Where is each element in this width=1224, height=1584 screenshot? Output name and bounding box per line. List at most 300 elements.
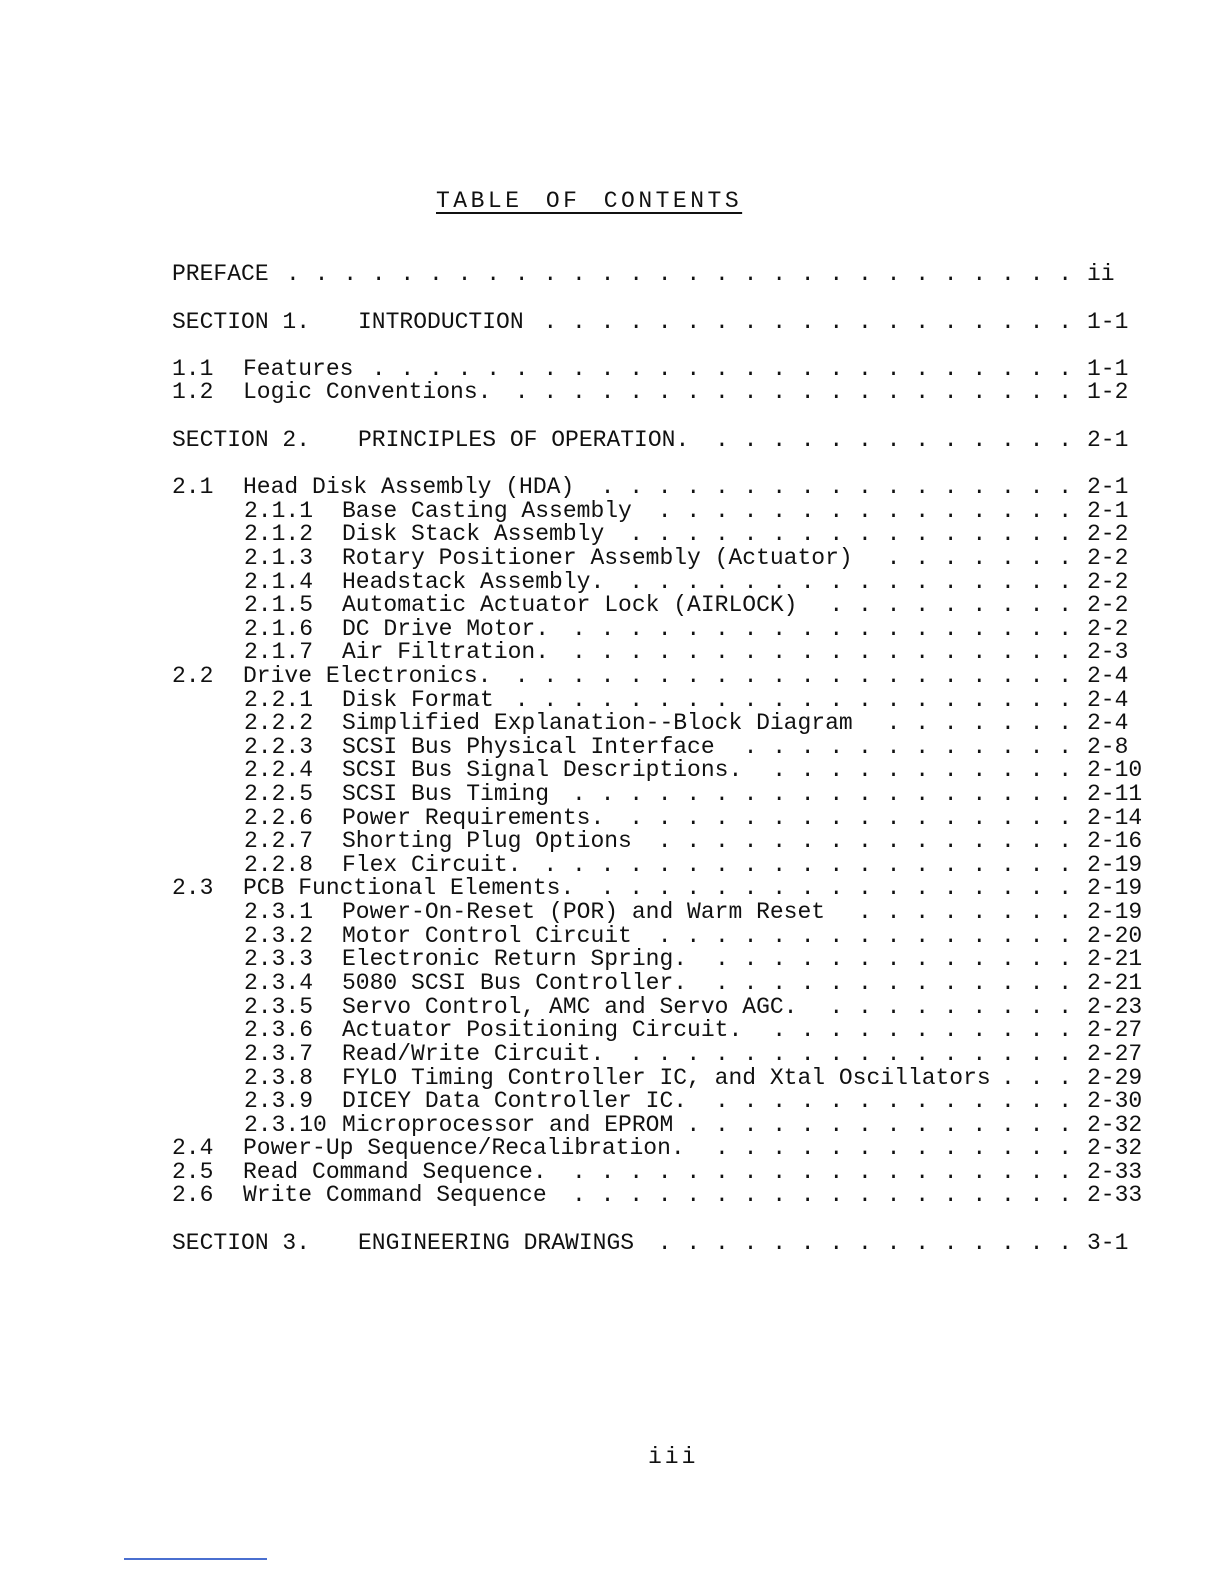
leader-dot: .: [829, 757, 844, 783]
leader-dot: .: [800, 663, 815, 689]
leader-dot: .: [1029, 805, 1044, 831]
leader-dot: .: [915, 1135, 929, 1161]
leader-dot: .: [772, 569, 786, 595]
leader-dot: .: [1029, 1065, 1044, 1091]
toc-entry-page: 2-11: [1087, 781, 1143, 807]
leader-dot: .: [800, 427, 815, 453]
toc-entry-title: SCSI Bus Physical Interface: [342, 734, 715, 760]
leader-dot: .: [1029, 309, 1044, 335]
leader-dot: .: [829, 639, 844, 665]
toc-entry-number: 2.2: [172, 663, 214, 689]
toc-entry: [0, 995, 1224, 1019]
leader-dot: .: [686, 521, 701, 547]
leader-dot: .: [915, 474, 929, 500]
leader-dot: .: [943, 521, 958, 547]
leader-dot: .: [858, 1088, 872, 1114]
leader-dot: .: [972, 356, 987, 382]
leader-dot: .: [800, 946, 815, 972]
leader-dot: .: [800, 687, 815, 713]
leader-dot: .: [858, 781, 872, 807]
leader-dot: .: [686, 663, 701, 689]
toc-entry-title: DICEY Data Controller IC.: [342, 1088, 688, 1114]
toc-entry-page: 2-2: [1087, 521, 1129, 547]
leader-dot: .: [1029, 687, 1044, 713]
leader-dot: .: [829, 805, 844, 831]
toc-entry-title: SCSI Bus Signal Descriptions.: [342, 757, 743, 783]
leader-dot: .: [1000, 592, 1015, 618]
leader-dot: .: [943, 1182, 958, 1208]
leader-dot: .: [686, 356, 701, 382]
leader-dot: .: [772, 379, 786, 405]
leader-dot: .: [686, 828, 701, 854]
leader-dot: .: [943, 781, 958, 807]
leader-dot: .: [1029, 1182, 1044, 1208]
toc-entry-number: 2.1.7: [244, 639, 314, 665]
leader-dot: .: [943, 757, 958, 783]
toc-entry-title: Simplified Explanation--Block Diagram: [342, 710, 853, 736]
leader-dot: .: [600, 309, 615, 335]
leader-dot: .: [1058, 379, 1072, 405]
leader-dot: .: [743, 261, 758, 287]
leader-dot: .: [1058, 1159, 1072, 1185]
leader-dot: .: [972, 474, 987, 500]
leader-dot: .: [943, 592, 958, 618]
leader-dot: .: [972, 521, 987, 547]
leader-dot: .: [772, 1112, 786, 1138]
leader-dot: .: [886, 781, 901, 807]
leader-dot: .: [1029, 1159, 1044, 1185]
leader-dot: .: [1058, 710, 1072, 736]
leader-dot: .: [686, 498, 701, 524]
leader-dot: .: [943, 474, 958, 500]
leader-dot: .: [629, 781, 643, 807]
leader-dot: .: [1029, 970, 1044, 996]
leader-dot: .: [972, 781, 987, 807]
leader-dot: .: [486, 356, 500, 382]
leader-dot: .: [972, 805, 987, 831]
leader-dot: .: [943, 1230, 958, 1256]
leader-dot: .: [657, 1182, 672, 1208]
leader-dot: .: [1029, 1041, 1044, 1067]
leader-dot: .: [686, 805, 701, 831]
leader-dot: .: [629, 1182, 643, 1208]
toc-entry-page: 2-21: [1087, 946, 1143, 972]
leader-dot: .: [972, 569, 987, 595]
leader-dot: .: [657, 569, 672, 595]
leader-dot: .: [972, 379, 987, 405]
leader-dot: .: [829, 498, 844, 524]
leader-dot: .: [571, 852, 586, 878]
leader-dot: .: [800, 970, 815, 996]
leader-dot: .: [857, 569, 872, 595]
toc-entry-number: 2.1.1: [244, 498, 314, 524]
leader-dot: .: [972, 1135, 987, 1161]
leader-dot: .: [857, 1112, 872, 1138]
leader-dot: .: [743, 474, 758, 500]
leader-dot: .: [1000, 521, 1015, 547]
leader-dot: .: [857, 1017, 872, 1043]
leader-dot: .: [915, 498, 929, 524]
toc-entry-page: 2-29: [1087, 1065, 1143, 1091]
leader-dot: .: [800, 805, 815, 831]
leader-dot: .: [943, 261, 958, 287]
leader-dot: .: [629, 616, 643, 642]
leader-dot: .: [943, 852, 958, 878]
leader-dot: .: [600, 616, 615, 642]
leader-dot: .: [743, 356, 758, 382]
toc-entry-title: Read/Write Circuit.: [342, 1041, 605, 1067]
leader-dot: .: [915, 710, 929, 736]
leader-dot: .: [1058, 1135, 1072, 1161]
leader-dot: .: [915, 1017, 929, 1043]
leader-dot: .: [686, 781, 701, 807]
leader-dot: .: [972, 545, 987, 571]
leader-dot: .: [1029, 569, 1044, 595]
leader-dot: .: [429, 261, 443, 287]
leader-dot: .: [886, 1182, 901, 1208]
leader-dot: .: [829, 569, 844, 595]
leader-dot: .: [743, 875, 758, 901]
leader-dot: .: [800, 498, 815, 524]
leader-dot: .: [543, 687, 558, 713]
leader-dot: .: [371, 261, 386, 287]
leader-dot: .: [1058, 781, 1072, 807]
toc-entry-title: Write Command Sequence: [243, 1182, 547, 1208]
leader-dot: .: [600, 781, 615, 807]
leader-dot: .: [972, 639, 987, 665]
leader-dot: .: [457, 356, 472, 382]
leader-dot: .: [943, 616, 958, 642]
leader-dot: .: [400, 261, 415, 287]
leader-dot: .: [629, 852, 643, 878]
leader-dot: .: [714, 828, 729, 854]
toc-entry-page: 2-27: [1087, 1041, 1143, 1067]
leader-dot: .: [772, 828, 786, 854]
toc-entry-number: 2.2.3: [244, 734, 314, 760]
leader-dot: .: [657, 309, 672, 335]
leader-dot: .: [800, 379, 815, 405]
leader-dot: .: [858, 261, 872, 287]
toc-entry-number: 1.1: [172, 356, 214, 382]
leader-dot: .: [886, 498, 901, 524]
leader-dot: .: [915, 781, 929, 807]
leader-dot: .: [1001, 1182, 1015, 1208]
leader-dot: .: [1058, 427, 1072, 453]
leader-dot: .: [600, 1182, 615, 1208]
leader-dot: .: [772, 875, 786, 901]
leader-dot: .: [743, 379, 758, 405]
leader-dot: .: [743, 1135, 758, 1161]
leader-dot: .: [686, 309, 701, 335]
toc-entry-number: 2.1: [172, 474, 214, 500]
leader-dot: .: [829, 592, 844, 618]
leader-dot: .: [1058, 1088, 1072, 1114]
leader-dot: .: [715, 427, 729, 453]
toc-entry: [0, 428, 1224, 452]
leader-dot: .: [972, 899, 987, 925]
toc-entry-title: Power-Up Sequence/Recalibration.: [243, 1135, 685, 1161]
leader-dot: .: [572, 1159, 586, 1185]
leader-dot: .: [886, 1159, 901, 1185]
leader-dot: .: [972, 1112, 987, 1138]
leader-dot: .: [514, 687, 529, 713]
toc-entry: [0, 475, 1224, 499]
toc-entry-page: 1-1: [1087, 309, 1129, 335]
leader-dot: .: [915, 1088, 929, 1114]
leader-dot: .: [686, 875, 701, 901]
leader-dot: .: [1000, 545, 1015, 571]
leader-dot: .: [972, 1017, 987, 1043]
leader-dot: .: [915, 923, 929, 949]
leader-dot: .: [972, 427, 987, 453]
toc-entry-page: 2-14: [1087, 805, 1143, 831]
leader-dot: .: [1029, 875, 1044, 901]
leader-dot: .: [1058, 852, 1072, 878]
leader-dot: .: [1029, 1088, 1044, 1114]
toc-entry-title: PRINCIPLES OF OPERATION.: [358, 427, 690, 453]
leader-dot: .: [943, 1112, 958, 1138]
leader-dot: .: [772, 261, 786, 287]
leader-dot: .: [943, 828, 958, 854]
toc-entry-number: 2.3.7: [244, 1041, 314, 1067]
leader-dot: .: [715, 616, 729, 642]
leader-dot: .: [857, 852, 872, 878]
leader-dot: .: [743, 639, 758, 665]
leader-dot: .: [714, 569, 729, 595]
leader-dot: .: [657, 379, 672, 405]
leader-dot: .: [600, 663, 615, 689]
leader-dot: .: [743, 852, 758, 878]
leader-dot: .: [972, 1088, 987, 1114]
leader-dot: .: [972, 592, 987, 618]
leader-dot: .: [1001, 1088, 1015, 1114]
leader-dot: .: [829, 1182, 844, 1208]
leader-dot: .: [629, 569, 643, 595]
leader-dot: .: [600, 1159, 615, 1185]
leader-dot: .: [743, 1112, 758, 1138]
leader-dot: .: [943, 923, 958, 949]
leader-dot: .: [772, 852, 786, 878]
leader-dot: .: [1001, 1065, 1015, 1091]
leader-dot: .: [858, 616, 872, 642]
leader-dot: .: [1058, 757, 1072, 783]
leader-dot: .: [657, 639, 672, 665]
leader-dot: .: [714, 1112, 729, 1138]
leader-dot: .: [886, 1230, 901, 1256]
leader-dot: .: [1029, 474, 1044, 500]
leader-dot: .: [915, 734, 929, 760]
leader-dot: .: [829, 1135, 844, 1161]
leader-dot: .: [1000, 379, 1015, 405]
toc-entry: [0, 310, 1224, 334]
leader-dot: .: [1001, 261, 1015, 287]
leader-dot: .: [1000, 994, 1015, 1020]
leader-dot: .: [1058, 356, 1072, 382]
leader-dot: .: [886, 427, 901, 453]
toc-entry-page: 2-2: [1087, 616, 1129, 642]
leader-dot: .: [1000, 569, 1015, 595]
toc-entry-number: 2.3.3: [244, 946, 314, 972]
leader-dot: .: [886, 805, 901, 831]
leader-dot: .: [1001, 1135, 1015, 1161]
toc-entry: [0, 829, 1224, 853]
toc-entry-page: 2-4: [1087, 663, 1129, 689]
toc-entry-title: Air Filtration.: [342, 639, 550, 665]
toc-entry-title: Rotary Positioner Assembly (Actuator): [342, 545, 853, 571]
leader-dot: .: [1029, 616, 1044, 642]
toc-entry-number: 2.3.8: [244, 1065, 314, 1091]
toc-entry: [0, 546, 1224, 570]
leader-dot: .: [714, 498, 729, 524]
leader-dot: .: [772, 970, 786, 996]
leader-dot: .: [857, 687, 872, 713]
leader-dot: .: [714, 309, 729, 335]
leader-dot: .: [772, 1017, 786, 1043]
leader-dot: .: [486, 261, 500, 287]
leader-dot: .: [858, 946, 872, 972]
toc-entry-page: 2-19: [1087, 852, 1143, 878]
leader-dot: .: [514, 663, 529, 689]
leader-dot: .: [829, 1159, 844, 1185]
leader-dot: .: [800, 474, 815, 500]
leader-dot: .: [915, 569, 929, 595]
leader-dot: .: [571, 379, 586, 405]
toc-entry-page: 2-19: [1087, 899, 1143, 925]
leader-dot: .: [800, 781, 815, 807]
leader-dot: .: [1058, 639, 1072, 665]
leader-dot: .: [714, 687, 729, 713]
leader-dot: .: [915, 545, 929, 571]
leader-dot: .: [972, 498, 987, 524]
leader-dot: .: [1029, 757, 1044, 783]
leader-dot: .: [457, 261, 472, 287]
leader-dot: .: [800, 1230, 815, 1256]
leader-dot: .: [1058, 521, 1072, 547]
toc-entry-number: 2.3.6: [244, 1017, 314, 1043]
leader-dot: .: [915, 828, 929, 854]
leader-dot: .: [714, 663, 729, 689]
leader-dot: .: [772, 663, 786, 689]
leader-dot: .: [1058, 1182, 1072, 1208]
toc-entry-title: Headstack Assembly.: [342, 569, 605, 595]
leader-dot: .: [772, 757, 786, 783]
leader-dot: .: [1000, 663, 1015, 689]
leader-dot: .: [886, 592, 901, 618]
toc-entry: [0, 1113, 1224, 1137]
leader-dot: .: [715, 1088, 729, 1114]
leader-dot: .: [800, 757, 815, 783]
leader-dot: .: [1001, 899, 1015, 925]
toc-entry-number: 2.1.4: [244, 569, 314, 595]
toc-entry-page: 2-21: [1087, 970, 1143, 996]
toc-entry-page: 2-23: [1087, 994, 1143, 1020]
leader-dot: .: [800, 923, 815, 949]
leader-dot: .: [915, 592, 929, 618]
toc-entry-number: 2.6: [172, 1182, 214, 1208]
leader-dot: .: [1058, 1230, 1072, 1256]
leader-dot: .: [800, 1135, 815, 1161]
toc-entry: [0, 1231, 1224, 1255]
leader-dot: .: [858, 970, 872, 996]
leader-dot: .: [743, 498, 758, 524]
toc-entry-number: 2.3.1: [244, 899, 314, 925]
leader-dot: .: [1001, 946, 1015, 972]
leader-dot: .: [600, 261, 615, 287]
leader-dot: .: [514, 261, 529, 287]
toc-entry: [0, 617, 1224, 641]
leader-dot: .: [743, 1041, 758, 1067]
leader-dot: .: [1058, 569, 1072, 595]
toc-entry-page: 2-3: [1087, 639, 1129, 665]
leader-dot: .: [686, 1182, 701, 1208]
leader-dot: .: [1058, 663, 1072, 689]
leader-dot: .: [800, 1159, 815, 1185]
leader-dot: .: [972, 852, 987, 878]
toc-entry: [0, 570, 1224, 594]
leader-dot: .: [886, 734, 901, 760]
leader-dot: .: [1029, 545, 1044, 571]
leader-dot: .: [657, 852, 672, 878]
leader-dot: .: [1001, 616, 1015, 642]
toc-entry: [0, 499, 1224, 523]
leader-dot: .: [743, 1230, 758, 1256]
leader-dot: .: [743, 1088, 758, 1114]
leader-dot: .: [886, 710, 901, 736]
leader-dot: .: [800, 1017, 815, 1043]
leader-dot: .: [915, 616, 929, 642]
leader-dot: .: [715, 639, 729, 665]
toc-entry-number: 2.1.6: [244, 616, 314, 642]
leader-dot: .: [858, 427, 872, 453]
leader-dot: .: [743, 923, 758, 949]
toc-entry-page: 2-19: [1087, 875, 1143, 901]
toc-entry-number: 2.3.2: [244, 923, 314, 949]
leader-dot: .: [1029, 946, 1044, 972]
leader-dot: .: [886, 474, 901, 500]
leader-dot: .: [657, 781, 672, 807]
leader-dot: .: [800, 734, 815, 760]
leader-dot: .: [743, 734, 758, 760]
toc-entry-title: Motor Control Circuit: [342, 923, 632, 949]
leader-dot: .: [800, 309, 815, 335]
leader-dot: .: [857, 805, 872, 831]
leader-dot: .: [686, 1041, 701, 1067]
toc-entry-page: 2-27: [1087, 1017, 1143, 1043]
leader-dot: .: [915, 687, 929, 713]
toc-entry-number: SECTION 1.: [172, 309, 311, 335]
toc-entry-title: Servo Control, AMC and Servo AGC.: [342, 994, 798, 1020]
leader-dot: .: [943, 639, 958, 665]
leader-dot: .: [514, 379, 529, 405]
leader-dot: .: [1000, 923, 1015, 949]
leader-dot: .: [1058, 875, 1072, 901]
leader-dot: .: [743, 309, 758, 335]
leader-dot: .: [743, 828, 758, 854]
leader-dot: .: [1000, 498, 1015, 524]
toc-entry-page: 2-2: [1087, 592, 1129, 618]
leader-dot: .: [943, 1017, 958, 1043]
leader-dot: .: [1058, 474, 1072, 500]
leader-dot: .: [886, 1041, 901, 1067]
toc-entry-title: Actuator Positioning Circuit.: [342, 1017, 743, 1043]
leader-dot: .: [1058, 1017, 1072, 1043]
leader-dot: .: [1029, 261, 1044, 287]
leader-dot: .: [1058, 899, 1072, 925]
leader-dot: .: [857, 875, 872, 901]
leader-dot: .: [715, 1135, 729, 1161]
toc-entry-title: Electronic Return Spring.: [342, 946, 688, 972]
leader-dot: .: [657, 805, 672, 831]
